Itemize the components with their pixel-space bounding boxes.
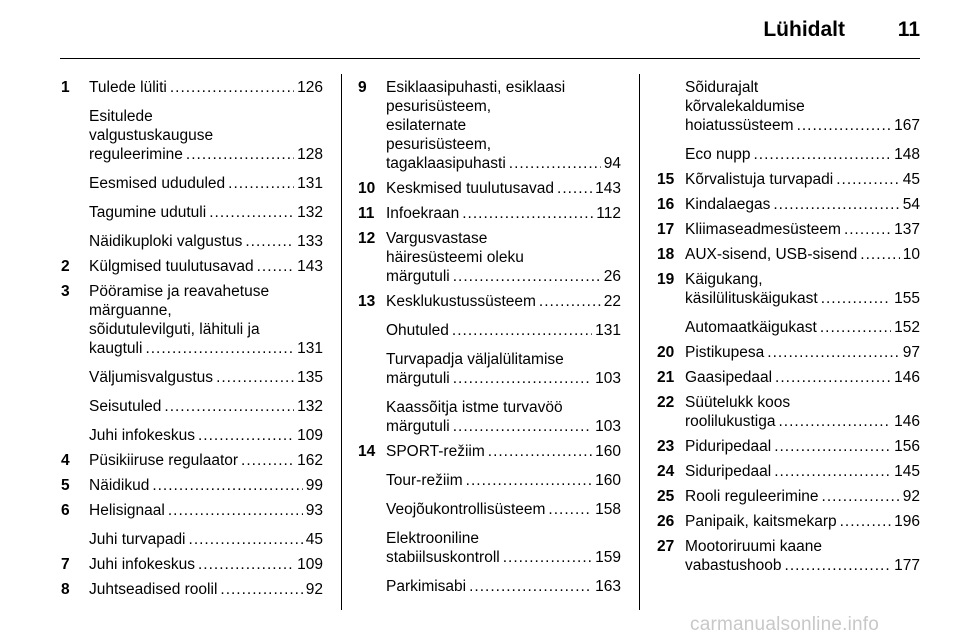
entry-number: 3 bbox=[61, 283, 70, 300]
page-reference: 132 bbox=[297, 204, 323, 221]
entry-text: häiresüsteemi oleku bbox=[386, 249, 524, 266]
entry-text: Külgmised tuulutusavad bbox=[89, 258, 254, 275]
entry-number: 7 bbox=[61, 556, 70, 573]
page-reference: 93 bbox=[305, 502, 323, 519]
page-reference: 163 bbox=[595, 578, 621, 595]
dot-leader bbox=[774, 437, 891, 456]
entry-text: Kaassõitja istme turvavöö bbox=[386, 399, 563, 416]
page-reference: 196 bbox=[894, 513, 920, 530]
entry-number: 17 bbox=[657, 221, 675, 238]
index-entry bbox=[358, 292, 621, 311]
dot-leader bbox=[785, 556, 892, 575]
page-reference: 143 bbox=[297, 258, 323, 275]
entry-text: pesurisüsteem, bbox=[386, 98, 492, 115]
entry-text: Juhi infokeskus bbox=[89, 427, 195, 444]
page-reference: 131 bbox=[595, 322, 621, 339]
dot-leader bbox=[198, 426, 294, 445]
entry-text: pesurisüsteem, bbox=[386, 136, 492, 153]
page-reference: 109 bbox=[297, 427, 323, 444]
index-entry bbox=[61, 426, 323, 445]
index-entry bbox=[358, 204, 621, 223]
entry-text: käsilülituskäigukast bbox=[685, 290, 818, 307]
page-reference: 92 bbox=[305, 581, 323, 598]
page-reference: 143 bbox=[595, 180, 621, 197]
dot-leader bbox=[168, 501, 303, 520]
entry-text: Kesklukustussüsteem bbox=[386, 293, 536, 310]
dot-leader bbox=[821, 289, 891, 308]
entry-text: Helisignaal bbox=[89, 502, 165, 519]
entry-text: Elektrooniline bbox=[386, 530, 480, 547]
dot-leader bbox=[778, 412, 891, 431]
dot-leader bbox=[186, 145, 294, 164]
page-reference: 160 bbox=[595, 443, 621, 460]
dot-leader bbox=[860, 245, 899, 264]
entry-text: Turvapadja väljalülitamise bbox=[386, 351, 564, 368]
dot-leader bbox=[469, 577, 592, 596]
entry-text: märguanne, bbox=[89, 302, 172, 319]
index-entry bbox=[657, 270, 920, 308]
index-entry bbox=[61, 580, 323, 599]
index-entry bbox=[358, 442, 621, 461]
entry-number: 13 bbox=[358, 293, 376, 310]
entry-text: Siduripedaal bbox=[685, 463, 772, 480]
entry-text: esilaternate bbox=[386, 117, 467, 134]
dot-leader bbox=[503, 548, 592, 567]
entry-text: Käigukang, bbox=[685, 271, 763, 288]
dot-leader bbox=[452, 321, 592, 340]
index-entry bbox=[358, 229, 621, 286]
entry-text: Veojõukontrollisüsteem bbox=[386, 501, 546, 518]
entry-text: Tagumine udutuli bbox=[89, 204, 207, 221]
entry-text: Gaasipedaal bbox=[685, 369, 773, 386]
dot-leader bbox=[767, 343, 899, 362]
header-rule bbox=[60, 58, 920, 59]
dot-leader bbox=[797, 116, 892, 135]
index-entry bbox=[358, 398, 621, 436]
page-reference: 26 bbox=[603, 268, 621, 285]
entry-text: Pistikupesa bbox=[685, 344, 765, 361]
index-entry bbox=[61, 282, 323, 358]
entry-number: 16 bbox=[657, 196, 675, 213]
dot-leader bbox=[152, 476, 302, 495]
dot-leader bbox=[209, 203, 294, 222]
index-column-2 bbox=[358, 78, 621, 596]
index-entry bbox=[657, 145, 920, 164]
dot-leader bbox=[840, 512, 892, 531]
page-reference: 92 bbox=[902, 488, 920, 505]
dot-leader bbox=[170, 78, 294, 97]
entry-number: 26 bbox=[657, 513, 675, 530]
entry-text: Mootoriruumi kaane bbox=[685, 538, 822, 555]
entry-text: Ohutuled bbox=[386, 322, 449, 339]
entry-number: 23 bbox=[657, 438, 675, 455]
page-reference: 135 bbox=[297, 369, 323, 386]
dot-leader bbox=[509, 154, 601, 173]
dot-leader bbox=[453, 417, 592, 436]
entry-text: Eco nupp bbox=[685, 146, 751, 163]
entry-number: 20 bbox=[657, 344, 675, 361]
entry-text: Näidikuploki valgustus bbox=[89, 233, 243, 250]
dot-leader bbox=[164, 397, 294, 416]
entry-text: roolilukustiga bbox=[685, 413, 776, 430]
dot-leader bbox=[453, 267, 601, 286]
index-entry bbox=[61, 232, 323, 251]
dot-leader bbox=[245, 232, 294, 251]
entry-text: Rooli reguleerimine bbox=[685, 488, 819, 505]
page-reference: 148 bbox=[894, 146, 920, 163]
entry-text: märgutuli bbox=[386, 418, 450, 435]
index-entry bbox=[358, 577, 621, 596]
dot-leader bbox=[198, 555, 294, 574]
entry-text: Näidikud bbox=[89, 477, 150, 494]
index-entry bbox=[358, 471, 621, 490]
entry-text: Kliimaseadmesüsteem bbox=[685, 221, 841, 238]
page-reference: 155 bbox=[894, 290, 920, 307]
index-entry bbox=[657, 170, 920, 189]
entry-text: Väljumisvalgustus bbox=[89, 369, 214, 386]
index-entry bbox=[657, 245, 920, 264]
entry-text: Tour-režiim bbox=[386, 472, 463, 489]
entry-number: 10 bbox=[358, 180, 376, 197]
entry-text: Keskmised tuulutusavad bbox=[386, 180, 555, 197]
index-entry bbox=[358, 179, 621, 198]
dot-leader bbox=[488, 442, 592, 461]
section-title: Lühidalt bbox=[763, 18, 845, 41]
entry-text: Pööramise ja reavahetuse bbox=[89, 283, 270, 300]
index-entry bbox=[61, 451, 323, 470]
page-reference: 177 bbox=[894, 557, 920, 574]
entry-text: kõrvalekaldumise bbox=[685, 98, 805, 115]
entry-text: Juhi infokeskus bbox=[89, 556, 195, 573]
page-reference: 152 bbox=[894, 319, 920, 336]
index-entry bbox=[657, 393, 920, 431]
index-entry bbox=[61, 530, 323, 549]
page-reference: 109 bbox=[297, 556, 323, 573]
entry-text: vabastushoob bbox=[685, 557, 782, 574]
page-reference: 145 bbox=[894, 463, 920, 480]
entry-text: Püsikiiruse regulaator bbox=[89, 452, 239, 469]
entry-number: 1 bbox=[61, 79, 70, 96]
dot-leader bbox=[548, 500, 592, 519]
page-reference: 103 bbox=[595, 418, 621, 435]
entry-text: Panipaik, kaitsmekarp bbox=[685, 513, 837, 530]
entry-number: 19 bbox=[657, 271, 675, 288]
page-reference: 97 bbox=[902, 344, 920, 361]
index-entry bbox=[61, 203, 323, 222]
page-reference: 112 bbox=[596, 205, 621, 222]
entry-number: 12 bbox=[358, 230, 376, 247]
dot-leader bbox=[557, 179, 592, 198]
index-entry bbox=[61, 368, 323, 387]
index-entry bbox=[61, 78, 323, 97]
page-reference: 54 bbox=[902, 196, 920, 213]
dot-leader bbox=[228, 174, 294, 193]
page-reference: 131 bbox=[297, 340, 323, 357]
index-entry bbox=[61, 501, 323, 520]
entry-text: Seisutuled bbox=[89, 398, 162, 415]
entry-text: märgutuli bbox=[386, 370, 450, 387]
entry-text: Vargusvastase bbox=[386, 230, 488, 247]
page-reference: 131 bbox=[297, 175, 323, 192]
entry-number: 27 bbox=[657, 538, 675, 555]
page-reference: 167 bbox=[894, 117, 920, 134]
page-reference: 146 bbox=[894, 413, 920, 430]
page-reference: 158 bbox=[595, 501, 621, 518]
dot-leader bbox=[189, 530, 303, 549]
entry-text: Esitulede bbox=[89, 108, 153, 125]
entry-text: sõidutulevilguti, lähituli ja bbox=[89, 321, 260, 338]
dot-leader bbox=[241, 451, 294, 470]
entry-number: 15 bbox=[657, 171, 675, 188]
entry-text: Esiklaasipuhasti, esiklaasi bbox=[386, 79, 566, 96]
entry-text: Eesmised ududuled bbox=[89, 175, 226, 192]
index-entry bbox=[358, 321, 621, 340]
page-number: 11 bbox=[897, 18, 920, 41]
index-column-1 bbox=[61, 78, 323, 599]
dot-leader bbox=[216, 368, 294, 387]
entry-text: reguleerimine bbox=[89, 146, 183, 163]
column-divider bbox=[639, 74, 640, 610]
dot-leader bbox=[754, 145, 892, 164]
entry-number: 6 bbox=[61, 502, 70, 519]
dot-leader bbox=[774, 462, 891, 481]
dot-leader bbox=[836, 170, 900, 189]
entry-number: 21 bbox=[657, 369, 675, 386]
entry-text: tagaklaasipuhasti bbox=[386, 155, 506, 172]
entry-number: 22 bbox=[657, 394, 675, 411]
dot-leader bbox=[466, 471, 592, 490]
entry-text: Sõidurajalt bbox=[685, 79, 759, 96]
index-entry bbox=[657, 537, 920, 575]
entry-text: Juhtseadised roolil bbox=[89, 581, 218, 598]
entry-text: stabiilsuskontroll bbox=[386, 549, 500, 566]
entry-number: 4 bbox=[61, 452, 70, 469]
entry-number: 25 bbox=[657, 488, 675, 505]
index-entry bbox=[657, 195, 920, 214]
index-entry bbox=[61, 174, 323, 193]
entry-number: 8 bbox=[61, 581, 70, 598]
entry-text: Parkimisabi bbox=[386, 578, 467, 595]
dot-leader bbox=[145, 339, 294, 358]
dot-leader bbox=[539, 292, 601, 311]
page-reference: 126 bbox=[297, 79, 323, 96]
dot-leader bbox=[820, 318, 891, 337]
index-entry bbox=[657, 437, 920, 456]
entry-text: hoiatussüsteem bbox=[685, 117, 794, 134]
index-column-3 bbox=[657, 78, 920, 575]
index-entry bbox=[358, 350, 621, 388]
dot-leader bbox=[257, 257, 295, 276]
page-reference: 22 bbox=[603, 293, 621, 310]
entry-text: Automaatkäigukast bbox=[685, 319, 817, 336]
index-entry bbox=[657, 318, 920, 337]
page-reference: 133 bbox=[297, 233, 323, 250]
index-entry bbox=[61, 107, 323, 164]
entry-number: 11 bbox=[358, 205, 375, 222]
entry-text: SPORT-režiim bbox=[386, 443, 485, 460]
entry-number: 9 bbox=[358, 79, 367, 96]
dot-leader bbox=[773, 195, 899, 214]
index-entry bbox=[358, 529, 621, 567]
page-reference: 160 bbox=[595, 472, 621, 489]
index-entry bbox=[61, 257, 323, 276]
index-entry bbox=[657, 343, 920, 362]
entry-number: 24 bbox=[657, 463, 675, 480]
page-reference: 99 bbox=[305, 477, 323, 494]
entry-text: Piduripedaal bbox=[685, 438, 772, 455]
index-entry bbox=[657, 220, 920, 239]
page-reference: 159 bbox=[595, 549, 621, 566]
entry-text: Kõrvalistuja turvapadi bbox=[685, 171, 834, 188]
index-entry bbox=[61, 555, 323, 574]
page-reference: 132 bbox=[297, 398, 323, 415]
column-divider bbox=[341, 74, 342, 610]
watermark-text: carmanualsonline.info bbox=[690, 614, 880, 635]
entry-text: Infoekraan bbox=[386, 205, 460, 222]
dot-leader bbox=[220, 580, 302, 599]
dot-leader bbox=[775, 368, 891, 387]
dot-leader bbox=[844, 220, 891, 239]
entry-text: märgutuli bbox=[386, 268, 450, 285]
index-entry bbox=[358, 500, 621, 519]
page-reference: 45 bbox=[305, 531, 323, 548]
dot-leader bbox=[822, 487, 900, 506]
entry-text: valgustuskauguse bbox=[89, 127, 214, 144]
entry-text: Kindalaegas bbox=[685, 196, 771, 213]
index-entry bbox=[657, 512, 920, 531]
index-entry bbox=[657, 78, 920, 135]
page-reference: 10 bbox=[902, 246, 920, 263]
index-entry bbox=[61, 397, 323, 416]
index-entry bbox=[657, 487, 920, 506]
index-entry bbox=[657, 368, 920, 387]
entry-number: 5 bbox=[61, 477, 70, 494]
page-reference: 137 bbox=[894, 221, 920, 238]
entry-text: AUX-sisend, USB-sisend bbox=[685, 246, 858, 263]
entry-text: Tulede lüliti bbox=[89, 79, 167, 96]
dot-leader bbox=[462, 204, 593, 223]
entry-number: 18 bbox=[657, 246, 675, 263]
entry-number: 2 bbox=[61, 258, 70, 275]
page-reference: 162 bbox=[297, 452, 323, 469]
page-reference: 94 bbox=[603, 155, 621, 172]
index-entry bbox=[358, 78, 621, 173]
entry-text: kaugtuli bbox=[89, 340, 143, 357]
index-entry bbox=[657, 462, 920, 481]
page-reference: 146 bbox=[894, 369, 920, 386]
page-reference: 45 bbox=[902, 171, 920, 188]
page-reference: 128 bbox=[297, 146, 323, 163]
entry-number: 14 bbox=[358, 443, 376, 460]
entry-text: Süütelukk koos bbox=[685, 394, 791, 411]
page-reference: 156 bbox=[894, 438, 920, 455]
entry-text: Juhi turvapadi bbox=[89, 531, 186, 548]
dot-leader bbox=[453, 369, 592, 388]
page-reference: 103 bbox=[595, 370, 621, 387]
index-entry bbox=[61, 476, 323, 495]
